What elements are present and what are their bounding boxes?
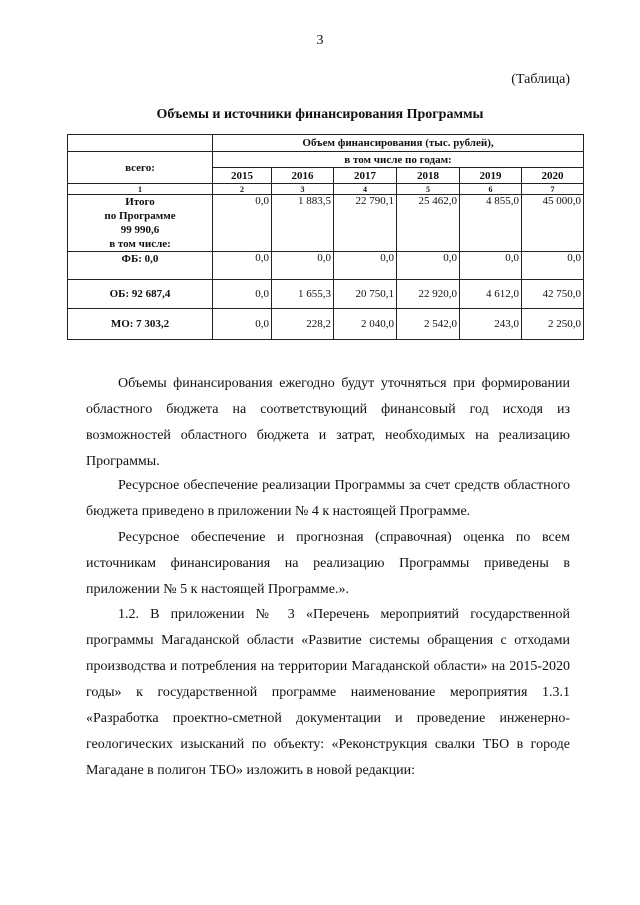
row-label: МО: 7 303,2 bbox=[68, 309, 213, 340]
row-label: ФБ: 0,0 bbox=[68, 252, 213, 280]
value-cell: 20 750,1 bbox=[334, 280, 397, 309]
value-cell: 45 000,0 bbox=[522, 195, 584, 252]
row-label-line: Итого bbox=[125, 196, 155, 208]
paragraph-text: Ресурсное обеспечение реализации Программы за счет средств областного бюджета приведено в приложении № 4 к настоящей Программе. bbox=[86, 478, 570, 519]
row-label: ОБ: 92 687,4 bbox=[68, 280, 213, 309]
value-cell: 22 920,0 bbox=[397, 280, 460, 309]
table-note: (Таблица) bbox=[511, 72, 570, 87]
year-header: 2020 bbox=[522, 168, 584, 184]
column-number: 3 bbox=[272, 184, 334, 195]
paragraph-text: Ресурсное обеспечение и прогнозная (справочная) оценка по всем источникам финансирования на реализацию Программы приведены в приложении № 5 к настоящей Программе.». bbox=[86, 530, 570, 597]
table-title: Объемы и источники финансирования Программы bbox=[156, 107, 484, 122]
table-row-fb bbox=[68, 252, 584, 280]
value-cell: 2 040,0 bbox=[334, 309, 397, 340]
header-funding: Объем финансирования (тыс. рублей), bbox=[213, 135, 584, 152]
value-cell: 0,0 bbox=[213, 280, 272, 309]
table-row-ob bbox=[68, 280, 584, 309]
paragraph-funding-adjustment bbox=[86, 371, 570, 475]
column-number: 6 bbox=[460, 184, 522, 195]
year-header: 2017 bbox=[334, 168, 397, 184]
column-number: 7 bbox=[522, 184, 584, 195]
value-cell: 0,0 bbox=[213, 195, 272, 252]
row-label-line: в том числе: bbox=[109, 238, 171, 250]
empty-header-cell bbox=[68, 135, 213, 152]
column-number: 5 bbox=[397, 184, 460, 195]
value-cell: 22 790,1 bbox=[334, 195, 397, 252]
page-number: 3 bbox=[316, 33, 324, 48]
header-by-years: в том числе по годам: bbox=[213, 152, 584, 168]
value-cell: 25 462,0 bbox=[397, 195, 460, 252]
value-cell: 0,0 bbox=[397, 252, 460, 280]
value-cell: 2 250,0 bbox=[522, 309, 584, 340]
year-header: 2015 bbox=[213, 168, 272, 184]
value-cell: 4 612,0 bbox=[460, 280, 522, 309]
table-row-mo bbox=[68, 309, 584, 340]
column-number: 2 bbox=[213, 184, 272, 195]
column-number: 1 bbox=[68, 184, 213, 195]
value-cell: 0,0 bbox=[272, 252, 334, 280]
value-cell: 228,2 bbox=[272, 309, 334, 340]
row-label-line: по Программе bbox=[104, 210, 176, 222]
value-cell: 0,0 bbox=[460, 252, 522, 280]
financing-table bbox=[67, 134, 584, 340]
value-cell: 0,0 bbox=[522, 252, 584, 280]
value-cell: 0,0 bbox=[213, 252, 272, 280]
value-cell: 1 655,3 bbox=[272, 280, 334, 309]
value-cell: 0,0 bbox=[334, 252, 397, 280]
value-cell: 1 883,5 bbox=[272, 195, 334, 252]
paragraph-amendment-1-2 bbox=[86, 602, 570, 784]
row-label bbox=[68, 195, 213, 252]
value-cell: 243,0 bbox=[460, 309, 522, 340]
value-cell: 2 542,0 bbox=[397, 309, 460, 340]
year-header: 2019 bbox=[460, 168, 522, 184]
year-header: 2016 bbox=[272, 168, 334, 184]
paragraph-forecast-estimate bbox=[86, 525, 570, 603]
year-header: 2018 bbox=[397, 168, 460, 184]
paragraph-text: Объемы финансирования ежегодно будут уточняться при формировании областного бюджета на соответствующий финансовый год исходя из возможностей областного бюджета и затрат, необходимых на реализацию Программы. bbox=[86, 376, 570, 469]
row-label-line: 99 990,6 bbox=[120, 224, 160, 236]
header-total: всего: bbox=[68, 152, 213, 184]
value-cell: 42 750,0 bbox=[522, 280, 584, 309]
paragraph-regional-budget bbox=[86, 473, 570, 525]
paragraph-text: 1.2. В приложении № 3 «Перечень мероприятий государственной программы Магаданской области «Развитие системы обращения с отходами производства и потребления на территории Магаданской области» на 2015-2020 годы» к государственной программе наименование мероприятия 1.3.1 «Разработка проектно-сметной документации и проведение инженерно-геологических изысканий по объекту: «Реконструкция свалки ТБО в городе Магадане в полигон ТБО» изложить в новой редакции: bbox=[86, 607, 570, 778]
value-cell: 0,0 bbox=[213, 309, 272, 340]
table-row-total bbox=[68, 195, 584, 252]
column-number: 4 bbox=[334, 184, 397, 195]
value-cell: 4 855,0 bbox=[460, 195, 522, 252]
